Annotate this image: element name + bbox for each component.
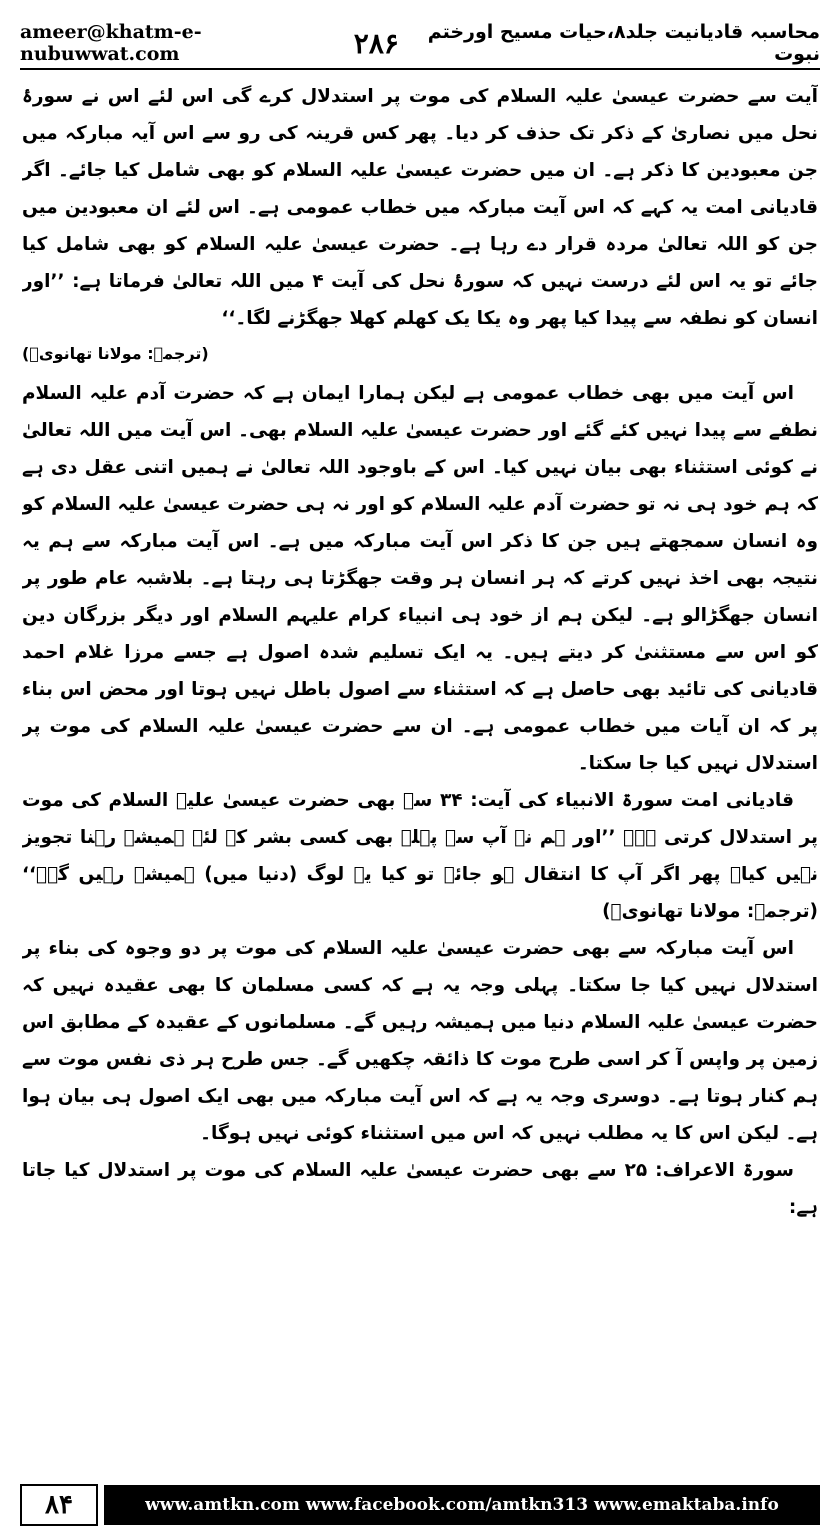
header-book-title: محاسبہ قادیانیت جلد۸،حیات مسیح اورختم نبوت xyxy=(427,21,820,65)
paragraph-2: اس آیت میں بھی خطاب عمومی ہے لیکن ہمارا ایمان ہے کہ حضرت آدم علیہ السلام نطفے سے پیدا نہیں کئے گئے اور حضرت عیسیٰ علیہ السلام بھی۔ اس آیت میں اللہ تعالیٰ نے کوئی استثناء بھی بیان نہیں کیا۔ اس کے باوجود اللہ تعالیٰ نے ہمیں اتنی عقل دی ہے کہ ہم خود ہی نہ تو حضرت آدم علیہ السلام کو اور نہ ہی حضرت عیسیٰ علیہ السلام کو وہ انسان سمجھتے ہیں جن کا ذکر اس آیت مبارکہ میں ہے۔ اس آیت مبارکہ سے ہم یہ نتیجہ بھی اخذ نہیں کرتے کہ ہر انسان ہر وقت جھگڑتا ہی رہتا ہے۔ بلاشبہ عام طور پر انسان جھگڑالو ہے۔ لیکن ہم از خود ہی انبیاء کرام علیہم السلام اور دیگر بزرگان دین کو اس سے مستثنیٰ کر دیتے ہیں۔ یہ ایک تسلیم شدہ اصول ہے جسے مرزا غلام احمد قادیانی کی تائید بھی حاصل ہے کہ استثناء سے اصول باطل نہیں ہوتا اور محض اس بناء پر کہ ان آیات میں خطاب عمومی ہے۔ ان سے حضرت عیسیٰ علیہ السلام کی موت پر استدلال نہیں کیا جا سکتا۔ xyxy=(22,383,818,774)
page-header xyxy=(20,18,820,70)
footer-page-number: ۸۴ xyxy=(20,1484,98,1526)
page-body xyxy=(22,78,818,1453)
header-email: ameer@khatm-e-nubuwwat.com xyxy=(20,21,202,65)
page-footer xyxy=(20,1482,820,1528)
paragraph-3: قادیانی امت سورۃ الانبیاء کی آیت: ۳۴ سے بھی حضرت عیسیٰ علیہ السلام کی موت پر استدلال کرتی ہے۔ ’’اور ہم نے آپ سے پہلے بھی کسی بشر کے لئے ہمیشہ رہنا تجویز نہیں کیا۔ پھر اگر آپ کا انتقال ہو جائے تو کیا یہ لوگ (دنیا میں) ہمیشہ رہیں گے۔‘‘ (ترجمہ: مولانا تھانویؒ) xyxy=(22,790,818,922)
paragraph-1: آیت سے حضرت عیسیٰ علیہ السلام کی موت پر استدلال کرے گی اس لئے اس نے سورۂ نحل میں نصاریٰ کے ذکر تک حذف کر دیا۔ پھر کس قرینہ کی رو سے اس آیہ مبارکہ میں جن معبودین کا ذکر ہے۔ ان میں حضرت عیسیٰ علیہ السلام کو بھی شامل کیا جائے۔ اگر قادیانی امت یہ کہے کہ اس آیت مبارکہ میں خطاب عمومی ہے۔ اس لئے ان معبودین میں جن کو اللہ تعالیٰ مردہ قرار دے رہا ہے۔ حضرت عیسیٰ علیہ السلام کو بھی شامل کیا جائے تو یہ اس لئے درست نہیں کہ سورۂ نحل کی آیت ۴ میں اللہ تعالیٰ فرماتا ہے: ’’اور انسان کو نطفہ سے پیدا کیا پھر وہ یکا یک کھلم کھلا جھگڑنے لگا۔‘‘ xyxy=(22,86,818,329)
header-page-number: ۲۸۶ xyxy=(353,26,399,60)
paragraph-5: سورۃ الاعراف: ۲۵ سے بھی حضرت عیسیٰ علیہ السلام کی موت پر استدلال کیا جاتا ہے: xyxy=(22,1160,818,1218)
paragraph-4: اس آیت مبارکہ سے بھی حضرت عیسیٰ علیہ السلام کی موت پر دو وجوہ کی بناء پر استدلال نہیں کیا جا سکتا۔ پہلی وجہ یہ ہے کہ کسی مسلمان کا بھی عقیدہ نہیں کہ حضرت عیسیٰ علیہ السلام دنیا میں ہمیشہ رہیں گے۔ مسلمانوں کے عقیدہ کے مطابق اس زمین پر واپس آ کر اسی طرح موت کا ذائقہ چکھیں گے۔ جس طرح ہر ذی نفس موت سے ہم کنار ہوتا ہے۔ دوسری وجہ یہ ہے کہ اس آیت مبارکہ میں بھی ایک اصول ہی بیان ہوا ہے۔ لیکن اس کا یہ مطلب نہیں کہ اس میں استثناء کوئی نہیں ہوگا۔ xyxy=(22,938,818,1144)
footer-links: www.amtkn.com www.facebook.com/amtkn313 www.emaktaba.info xyxy=(104,1485,820,1525)
translation-credit: (ترجمہ: مولانا تھانویؒ) xyxy=(22,344,209,363)
header-left xyxy=(20,21,399,65)
